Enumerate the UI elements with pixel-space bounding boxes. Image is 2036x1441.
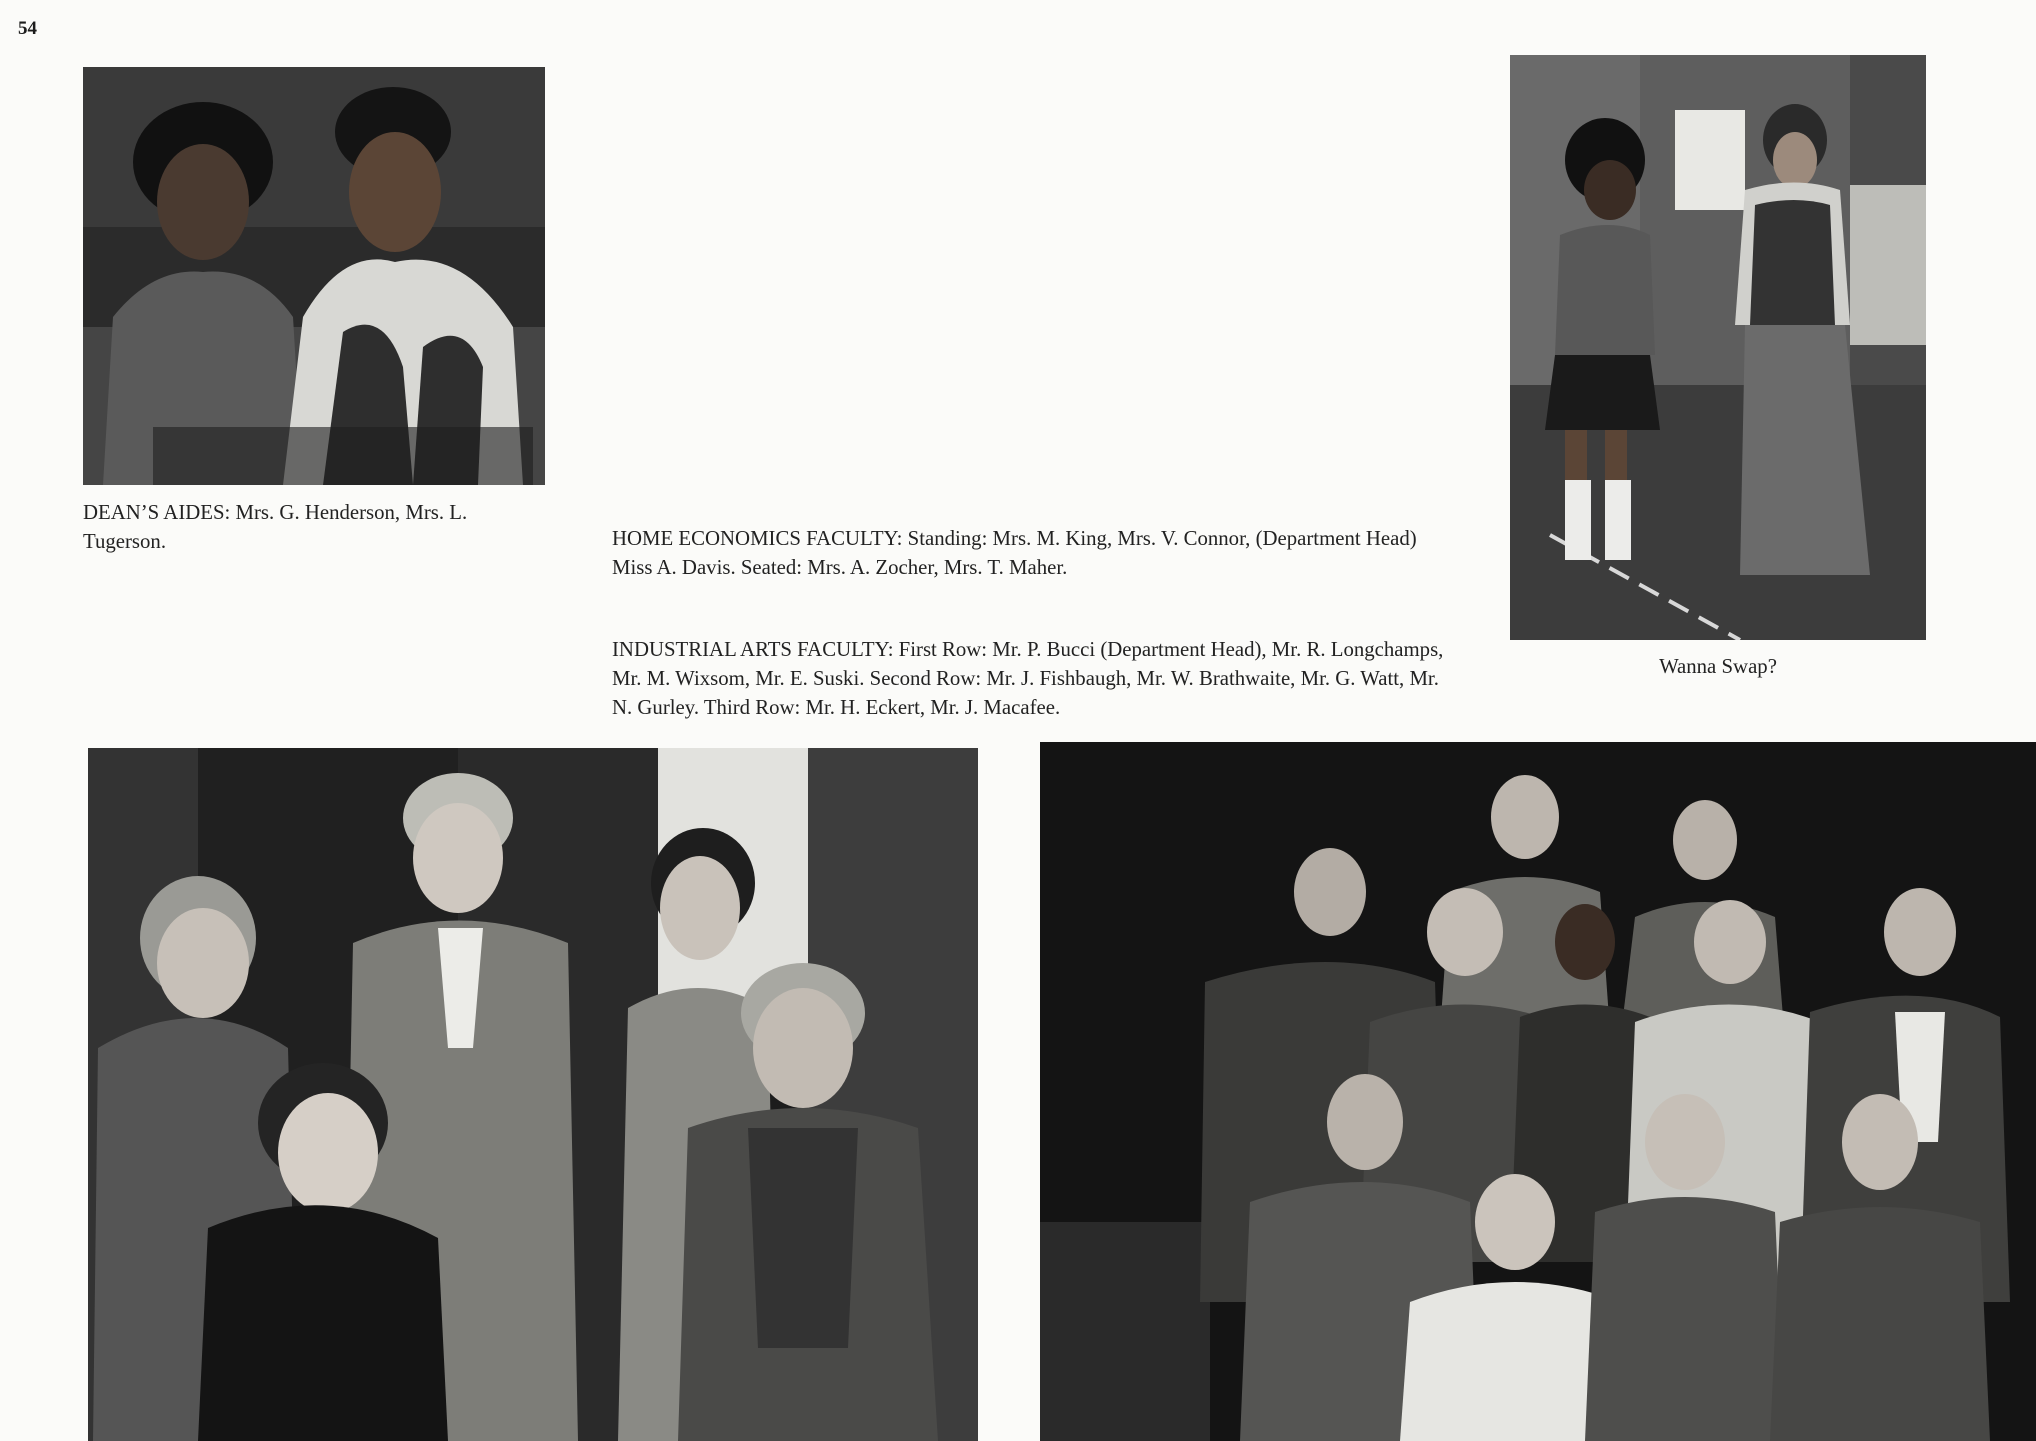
home-economics-caption: HOME ECONOMICS FACULTY: Standing: Mrs. M. King, Mrs. V. Connor, (Department Head) Miss A. Davis. Seated: Mrs. A. Zocher, Mrs. T. Maher.	[612, 527, 1417, 579]
wanna-swap-photo	[1510, 55, 1926, 640]
home-economics-photo	[88, 748, 978, 1441]
industrial-arts-photo	[1040, 742, 2036, 1441]
page-number: 54	[18, 18, 37, 39]
wanna-swap-caption: Wanna Swap?	[1659, 655, 1777, 678]
deans-aides-photo	[83, 67, 545, 485]
industrial-arts-caption: INDUSTRIAL ARTS FACULTY: First Row: Mr. P. Bucci (Department Head), Mr. R. Longchamps, Mr. M. Wixsom, Mr. E. Suski. Second Row: Mr. J. Fishbaugh, Mr. W. Brathwaite, Mr. G. Watt, Mr. N. Gurley. Third Row: Mr. H. Eckert, Mr. J. Macafee.	[612, 638, 1444, 719]
deans-aides-caption: DEAN’S AIDES: Mrs. G. Henderson, Mrs. L. Tugerson.	[83, 501, 468, 553]
